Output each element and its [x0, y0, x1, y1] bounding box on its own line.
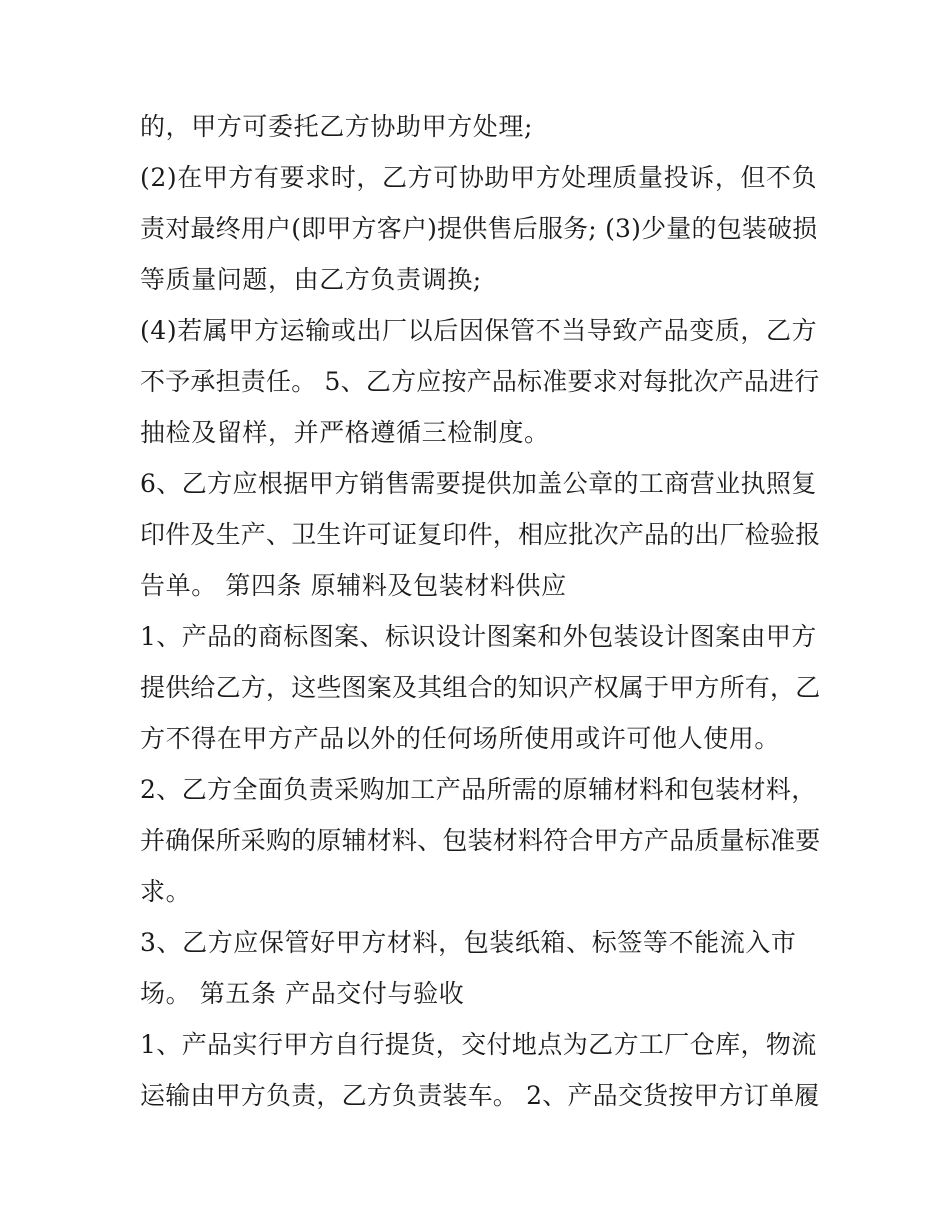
text-line: 抽检及留样，并严格遵循三检制度。 — [140, 418, 550, 447]
text-line: 方不得在甲方产品以外的任何场所使用或许可他人使用。 — [140, 724, 781, 753]
text-line: 告单。 第四条 原辅料及包装材料供应 — [140, 571, 567, 600]
text-line: 提供给乙方，这些图案及其组合的知识产权属于甲方所有，乙 — [140, 673, 821, 702]
text-line: 的，甲方可委托乙方协助甲方处理; — [140, 112, 534, 141]
text-line: 6、乙方应根据甲方销售需要提供加盖公章的工商营业执照复 — [140, 469, 817, 498]
text-line: 印件及生产、卫生许可证复印件，相应批次产品的出厂检验报 — [140, 520, 821, 549]
text-line: 2、乙方全面负责采购加工产品所需的原辅材料和包装材料， — [140, 775, 817, 804]
text-line: 责对最终用户(即甲方客户)提供售后服务; (3)少量的包装破损 — [140, 214, 818, 243]
text-line: 1、产品实行甲方自行提货，交付地点为乙方工厂仓库，物流 — [140, 1030, 817, 1059]
text-line: 3、乙方应保管好甲方材料，包装纸箱、标签等不能流入市 — [140, 928, 797, 957]
text-line: 运输由甲方负责，乙方负责装车。 2、产品交货按甲方订单履 — [140, 1081, 820, 1110]
text-line: 1、产品的商标图案、标识设计图案和外包装设计图案由甲方 — [140, 622, 817, 651]
text-line: 不予承担责任。 5、乙方应按产品标准要求对每批次产品进行 — [140, 367, 820, 396]
text-line: 求。 — [140, 877, 192, 906]
text-line: 场。 第五条 产品交付与验收 — [140, 979, 465, 1008]
text-line: (2)在甲方有要求时，乙方可协助甲方处理质量投诉，但不负 — [140, 163, 818, 192]
text-line: 并确保所采购的原辅材料、包装材料符合甲方产品质量标准要 — [140, 826, 821, 855]
text-line: 等质量问题，由乙方负责调换; — [140, 265, 482, 294]
text-line: (4)若属甲方运输或出厂以后因保管不当导致产品变质，乙方 — [140, 316, 818, 345]
